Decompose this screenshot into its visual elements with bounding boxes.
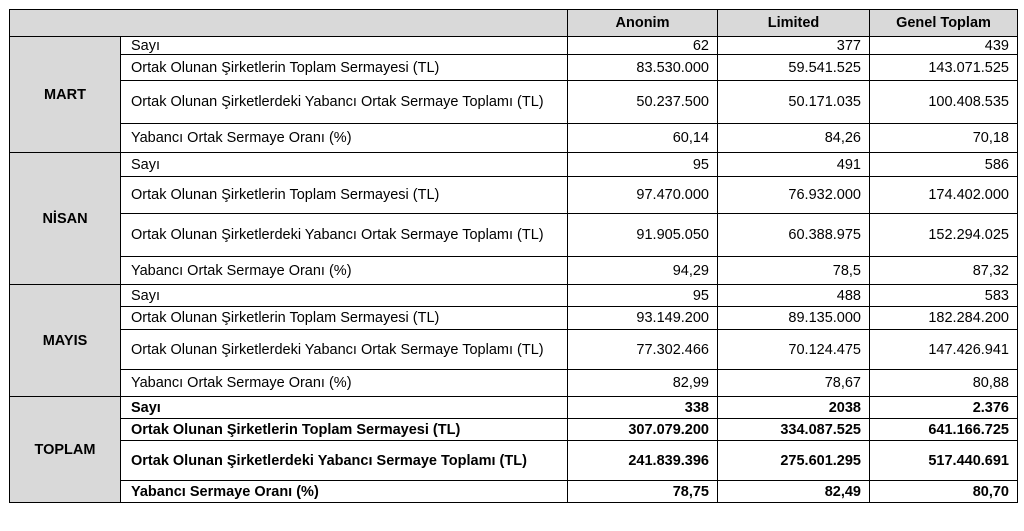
table-row <box>10 214 1018 257</box>
row-label: Ortak Olunan Şirketlerdeki Yabancı Sermaye Toplamı (TL) <box>121 441 568 481</box>
table-row <box>10 124 1018 153</box>
cell-genel-toplam: 80,88 <box>870 370 1018 397</box>
cell-genel-toplam: 80,70 <box>870 481 1018 503</box>
cell-anonim: 94,29 <box>568 257 718 285</box>
cell-genel-toplam: 2.376 <box>870 397 1018 419</box>
header-empty-cell <box>10 10 568 37</box>
cell-anonim: 62 <box>568 37 718 55</box>
cell-anonim: 93.149.200 <box>568 307 718 330</box>
cell-limited: 488 <box>718 285 870 307</box>
cell-anonim: 338 <box>568 397 718 419</box>
cell-limited: 50.171.035 <box>718 81 870 124</box>
cell-anonim: 307.079.200 <box>568 419 718 441</box>
cell-genel-toplam: 583 <box>870 285 1018 307</box>
row-label: Ortak Olunan Şirketlerdeki Yabancı Ortak Sermaye Toplamı (TL) <box>121 330 568 370</box>
row-label: Ortak Olunan Şirketlerdeki Yabancı Ortak Sermaye Toplamı (TL) <box>121 214 568 257</box>
cell-anonim: 78,75 <box>568 481 718 503</box>
row-label: Sayı <box>121 153 568 177</box>
row-label: Sayı <box>121 285 568 307</box>
row-label: Yabancı Ortak Sermaye Oranı (%) <box>121 124 568 153</box>
cell-genel-toplam: 70,18 <box>870 124 1018 153</box>
cell-genel-toplam: 100.408.535 <box>870 81 1018 124</box>
row-label: Sayı <box>121 37 568 55</box>
table-row <box>10 37 1018 55</box>
cell-anonim: 50.237.500 <box>568 81 718 124</box>
table-row <box>10 397 1018 419</box>
row-label: Sayı <box>121 397 568 419</box>
cell-limited: 76.932.000 <box>718 177 870 214</box>
cell-limited: 78,5 <box>718 257 870 285</box>
cell-anonim: 97.470.000 <box>568 177 718 214</box>
cell-limited: 59.541.525 <box>718 55 870 81</box>
cell-genel-toplam: 152.294.025 <box>870 214 1018 257</box>
group-label-toplam: TOPLAM <box>10 397 121 503</box>
row-label: Ortak Olunan Şirketlerin Toplam Sermayesi (TL) <box>121 177 568 214</box>
cell-genel-toplam: 586 <box>870 153 1018 177</box>
row-label: Ortak Olunan Şirketlerin Toplam Sermayesi (TL) <box>121 419 568 441</box>
cell-genel-toplam: 439 <box>870 37 1018 55</box>
table-row <box>10 257 1018 285</box>
row-label: Ortak Olunan Şirketlerdeki Yabancı Ortak Sermaye Toplamı (TL) <box>121 81 568 124</box>
table-row <box>10 285 1018 307</box>
cell-limited: 89.135.000 <box>718 307 870 330</box>
table-row <box>10 55 1018 81</box>
cell-limited: 78,67 <box>718 370 870 397</box>
table-row <box>10 81 1018 124</box>
row-label: Ortak Olunan Şirketlerin Toplam Sermayesi (TL) <box>121 55 568 81</box>
row-label: Ortak Olunan Şirketlerin Toplam Sermayesi (TL) <box>121 307 568 330</box>
cell-genel-toplam: 143.071.525 <box>870 55 1018 81</box>
table-row <box>10 307 1018 330</box>
cell-anonim: 83.530.000 <box>568 55 718 81</box>
table-row <box>10 419 1018 441</box>
table-row <box>10 370 1018 397</box>
table-row <box>10 153 1018 177</box>
cell-anonim: 77.302.466 <box>568 330 718 370</box>
table-row <box>10 481 1018 503</box>
cell-limited: 334.087.525 <box>718 419 870 441</box>
table-row <box>10 177 1018 214</box>
header-row <box>10 10 1018 37</box>
cell-anonim: 95 <box>568 285 718 307</box>
group-label-nisan: NİSAN <box>10 153 121 285</box>
cell-limited: 377 <box>718 37 870 55</box>
cell-genel-toplam: 87,32 <box>870 257 1018 285</box>
cell-genel-toplam: 174.402.000 <box>870 177 1018 214</box>
cell-limited: 275.601.295 <box>718 441 870 481</box>
cell-limited: 84,26 <box>718 124 870 153</box>
cell-limited: 491 <box>718 153 870 177</box>
cell-genel-toplam: 182.284.200 <box>870 307 1018 330</box>
group-label-mayis: MAYIS <box>10 285 121 397</box>
cell-anonim: 91.905.050 <box>568 214 718 257</box>
column-header-anonim: Anonim <box>568 10 718 37</box>
cell-anonim: 60,14 <box>568 124 718 153</box>
cell-genel-toplam: 147.426.941 <box>870 330 1018 370</box>
cell-limited: 2038 <box>718 397 870 419</box>
cell-limited: 82,49 <box>718 481 870 503</box>
row-label: Yabancı Ortak Sermaye Oranı (%) <box>121 370 568 397</box>
cell-anonim: 241.839.396 <box>568 441 718 481</box>
cell-limited: 60.388.975 <box>718 214 870 257</box>
table-row <box>10 441 1018 481</box>
group-label-mart: MART <box>10 37 121 153</box>
table-row <box>10 330 1018 370</box>
row-label: Yabancı Sermaye Oranı (%) <box>121 481 568 503</box>
column-header-limited: Limited <box>718 10 870 37</box>
cell-anonim: 95 <box>568 153 718 177</box>
cell-limited: 70.124.475 <box>718 330 870 370</box>
cell-genel-toplam: 641.166.725 <box>870 419 1018 441</box>
cell-anonim: 82,99 <box>568 370 718 397</box>
capital-statistics-table <box>9 9 1018 503</box>
column-header-genel-toplam: Genel Toplam <box>870 10 1018 37</box>
cell-genel-toplam: 517.440.691 <box>870 441 1018 481</box>
row-label: Yabancı Ortak Sermaye Oranı (%) <box>121 257 568 285</box>
